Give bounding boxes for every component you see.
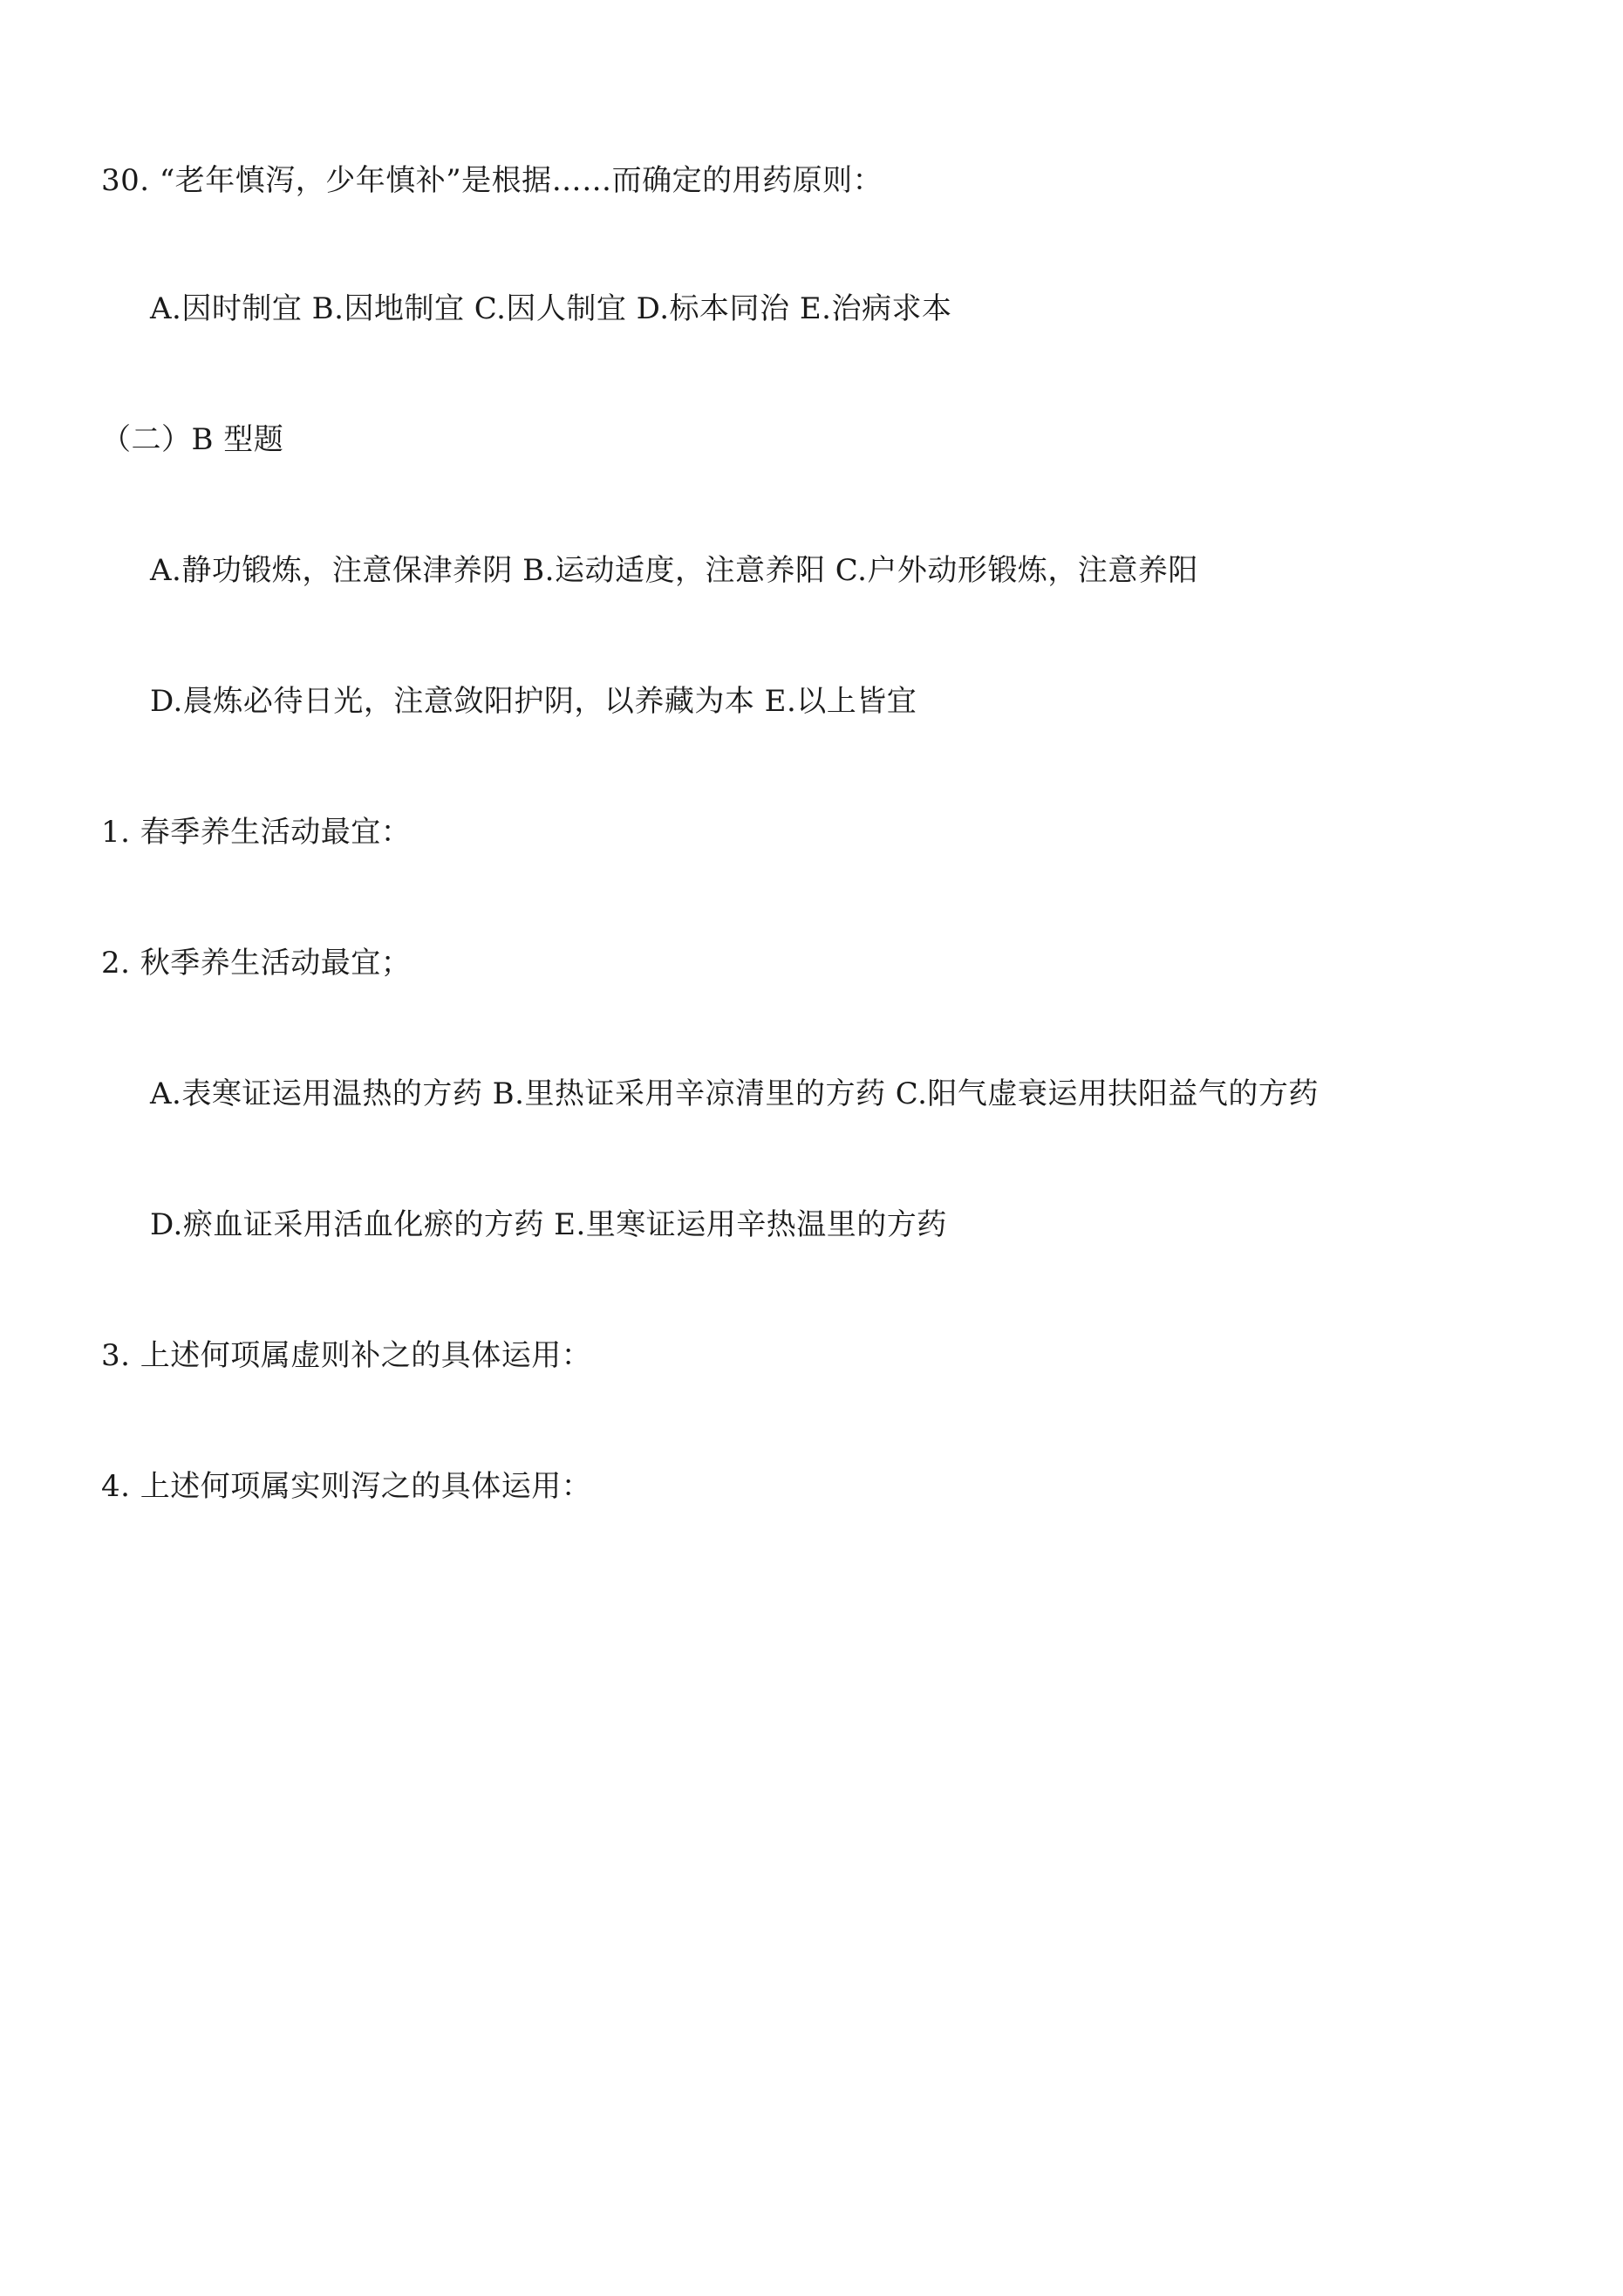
question-1: 1. 春季养生活动最宜： xyxy=(101,815,412,850)
group-2-options-line-2: D.瘀血证采用活血化瘀的方药 E.里寒证运用辛热温里的方药 xyxy=(150,1207,947,1242)
question-30-options: A.因时制宜 B.因地制宜 C.因人制宜 D.标本同治 E.治病求本 xyxy=(150,291,952,326)
question-30-stem: 30. “老年慎泻，少年慎补”是根据……而确定的用药原则： xyxy=(101,163,883,198)
group-2-options-line-1: A.表寒证运用温热的方药 B.里热证采用辛凉清里的方药 C.阳气虚衰运用扶阳益气的方药 xyxy=(150,1076,1319,1111)
section-b-heading: （二）B 型题 xyxy=(101,422,284,457)
question-4: 4. 上述何项属实则泻之的具体运用： xyxy=(101,1469,592,1504)
question-2: 2. 秋季养生活动最宜； xyxy=(101,946,412,981)
group-1-options-line-2: D.晨炼必待日光，注意敛阳护阴，以养藏为本 E.以上皆宜 xyxy=(150,684,917,719)
question-3: 3. 上述何项属虚则补之的具体运用： xyxy=(101,1338,592,1373)
group-1-options-line-1: A.静功锻炼，注意保津养阴 B.运动适度，注意养阳 C.户外动形锻炼，注意养阳 xyxy=(150,553,1198,588)
